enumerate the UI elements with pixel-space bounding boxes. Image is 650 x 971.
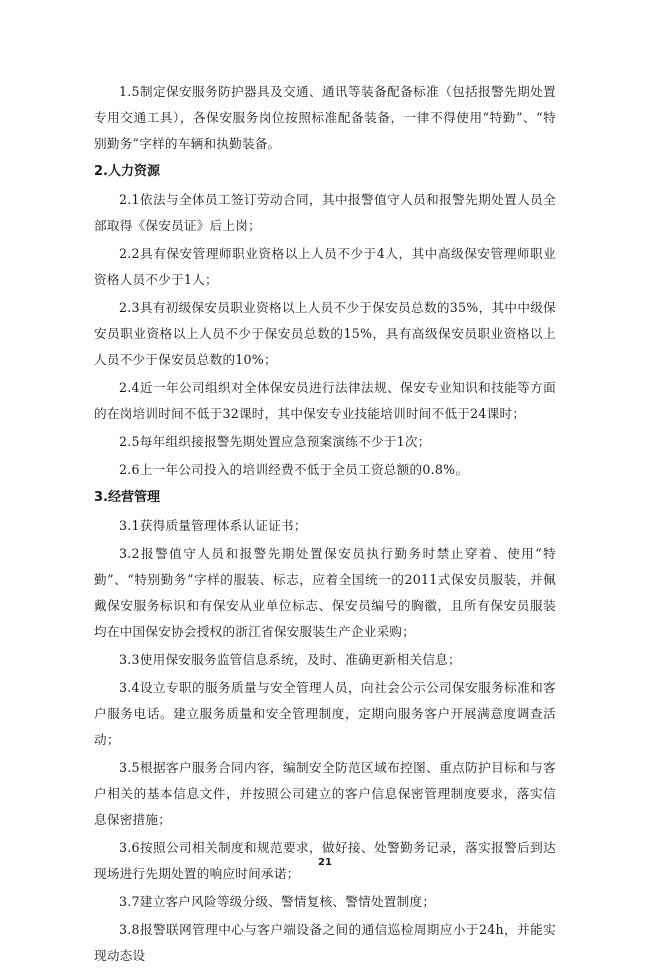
paragraph-2-2: 2.2具有保安管理师职业资格以上人员不少于4人，其中高级保安管理师职业资格人员不少于1人；	[94, 246, 556, 287]
section-heading-human-resources: 2.人力资源	[94, 164, 160, 179]
paragraph-3-1: 3.1获得质量管理体系认证证书；	[119, 518, 307, 533]
paragraph-2-3: 2.3具有初级保安员职业资格以上人员不少于保安员总数的35%，其中中级保安员职业资格以上人员不少于保安员总数的15%，具有高级保安员职业资格以上人员不少于保安员总数的10%；	[94, 300, 556, 367]
paragraph-2-6: 2.6上一年公司投入的培训经费不低于全员工资总额的0.8%。	[119, 462, 469, 477]
page-number: 21	[318, 857, 332, 868]
paragraph-2-4: 2.4近一年公司组织对全体保安员进行法律法规、保安专业知识和技能等方面的在岗培训时间不低于32课时，其中保安专业技能培训时间不低于24课时；	[94, 380, 556, 421]
document-body	[94, 79, 556, 971]
paragraph-3-3: 3.3使用保安服务监管信息系统，及时、准确更新相关信息；	[119, 652, 461, 667]
paragraph-3-7: 3.7建立客户风险等级分级、警情复核、警情处置制度；	[119, 894, 436, 909]
paragraph-1-5: 1.5制定保安服务防护器具及交通、通讯等装备配备标准（包括报警先期处置专用交通工具），各保安服务岗位按照标准配备装备，一律不得使用“特勤”、“特别勤务”字样的车辆和执勤装备。	[94, 84, 556, 151]
paragraph-3-4: 3.4设立专职的服务质量与安全管理人员，向社会公示公司保安服务标准和客户服务电话。建立服务质量和安全管理制度，定期向服务客户开展满意度调查活动；	[94, 680, 556, 747]
paragraph-2-5: 2.5每年组织接报警先期处置应急预案演练不少于1次；	[119, 434, 431, 449]
paragraph-3-2: 3.2报警值守人员和报警先期处置保安员执行勤务时禁止穿着、使用“特勤”、“特别勤务”字样的服装、标志，应着全国统一的2011式保安员服装，并佩戴保安服务标识和有保安从业单位标志、保安员编号的胸徽，且所有保安员服装均在中国保安协会授权的浙江省保安服装生产企业采购；	[94, 546, 556, 639]
paragraph-3-5: 3.5根据客户服务合同内容，编制安全防范区域布控图、重点防护目标和与客户相关的基本信息文件，并按照公司建立的客户信息保密管理制度要求，落实信息保密措施；	[94, 760, 556, 827]
paragraph-2-1: 2.1依法与全体员工签订劳动合同，其中报警值守人员和报警先期处置人员全部取得《保安员证》后上岗；	[94, 192, 556, 233]
paragraph-3-6: 3.6按照公司相关制度和规范要求，做好接、处警勤务记录，落实报警后到达现场进行先期处置的响应时间承诺；	[94, 840, 556, 881]
paragraph-3-8: 3.8报警联网管理中心与客户端设备之间的通信巡检周期应小于24h，并能实现动态设	[94, 922, 556, 963]
section-heading-business-management: 3.经营管理	[94, 490, 160, 505]
